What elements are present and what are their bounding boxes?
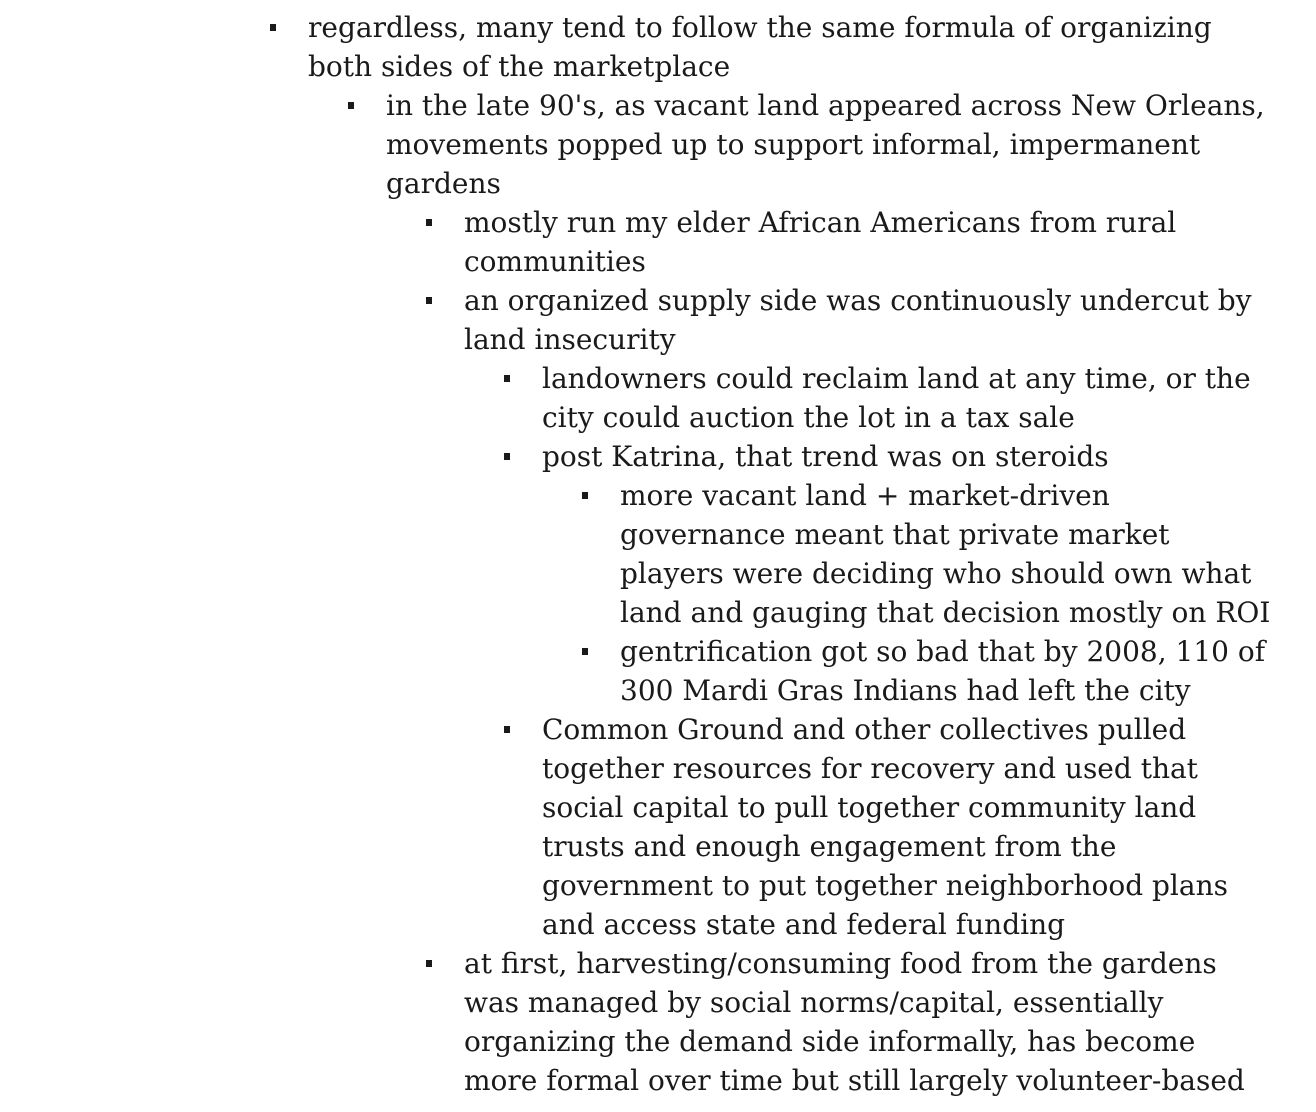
list-item-text: Common Ground and other collectives pulled together resources for recovery and used that social capital to pull together community land trusts and enough engagement from the government to put together neighborhood plans and access state and federal funding <box>542 713 1228 941</box>
square-bullet-icon <box>582 648 588 655</box>
square-bullet-icon <box>426 960 432 967</box>
square-bullet-icon <box>504 453 510 460</box>
list-item-text: in the late 90's, as vacant land appeared across New Orleans, movements popped up to support informal, impermanent gardens <box>386 89 1265 200</box>
list-item-text: landowners could reclaim land at any time, or the city could auction the lot in a tax sale <box>542 362 1251 434</box>
outline-document <box>0 8 1316 1100</box>
list-item <box>0 632 1316 710</box>
list-item <box>0 359 1316 437</box>
list-item-text: mostly run my elder African Americans from rural communities <box>464 206 1177 278</box>
list-item-text: an organized supply side was continuously undercut by land insecurity <box>464 284 1252 356</box>
list-item <box>0 86 1316 203</box>
list-item <box>0 8 1316 86</box>
list-item <box>0 476 1316 632</box>
list-item-text: post Katrina, that trend was on steroids <box>542 440 1109 473</box>
square-bullet-icon <box>348 102 354 109</box>
list-item-text: regardless, many tend to follow the same formula of organizing both sides of the marketplace <box>308 11 1212 83</box>
list-item <box>0 710 1316 944</box>
list-item-text: gentrification got so bad that by 2008, 110 of 300 Mardi Gras Indians had left the city <box>620 635 1266 707</box>
square-bullet-icon <box>426 297 432 304</box>
square-bullet-icon <box>582 492 588 499</box>
square-bullet-icon <box>504 375 510 382</box>
list-item <box>0 437 1316 476</box>
square-bullet-icon <box>504 726 510 733</box>
list-item <box>0 281 1316 359</box>
list-item <box>0 203 1316 281</box>
square-bullet-icon <box>270 24 276 31</box>
list-item-text: at first, harvesting/consuming food from the gardens was managed by social norms/capital, essentially organizing the demand side informally, has become more formal over time but still largely volunteer-based <box>464 947 1245 1097</box>
list-item <box>0 944 1316 1100</box>
list-item-text: more vacant land + market-driven governance meant that private market players were deciding who should own what land and gauging that decision mostly on ROI <box>620 479 1271 629</box>
square-bullet-icon <box>426 219 432 226</box>
